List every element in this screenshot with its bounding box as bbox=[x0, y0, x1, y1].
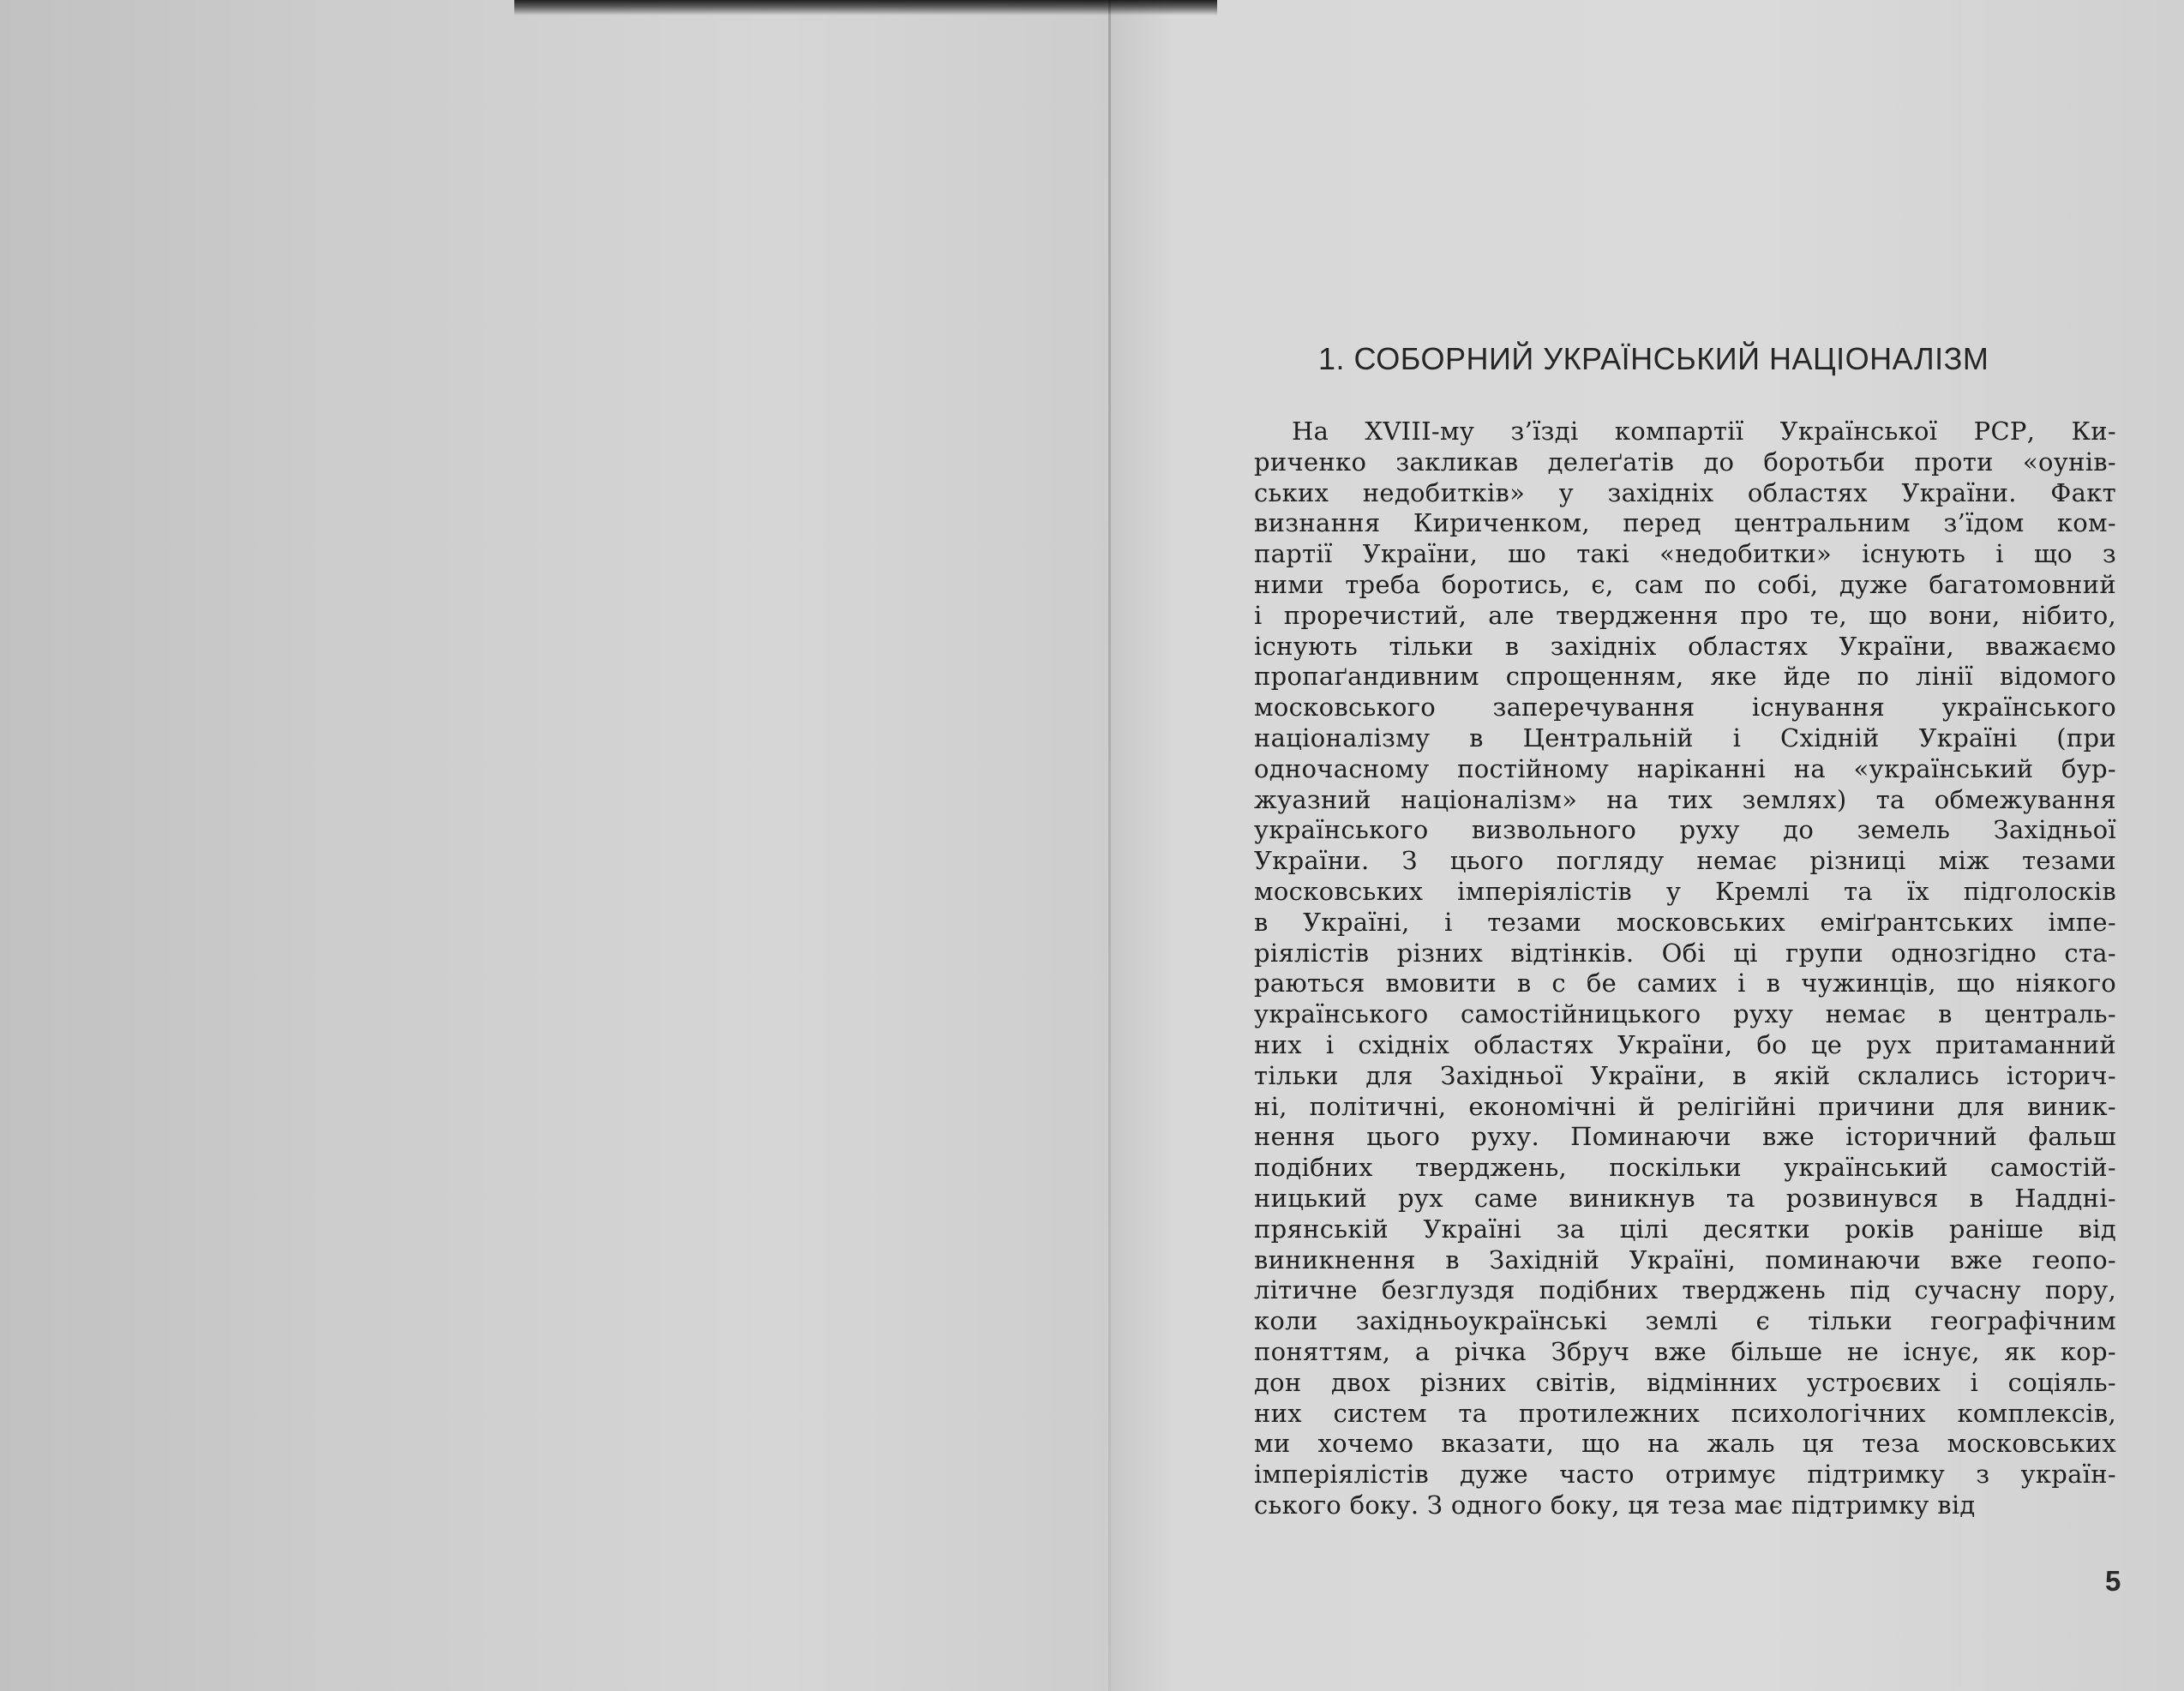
text-line: одночасному постійному наріканні на «український бур- bbox=[1254, 753, 2116, 783]
text-line: раються вмовити в с бе самих і в чужинців, що ніякого bbox=[1254, 968, 2116, 998]
page-number: 5 bbox=[2105, 1565, 2121, 1597]
text-line: ських недобитків» у західніх областях України. Факт bbox=[1254, 477, 2116, 507]
text-line: дон двох різних світів, відмінних устроєвих і соціяль- bbox=[1254, 1367, 2116, 1397]
text-line: московського заперечування існування українського bbox=[1254, 693, 2116, 723]
scan-edge-shadow bbox=[514, 0, 1217, 15]
text-line: ними треба боротись, є, сам по собі, дуже багатомовний bbox=[1254, 569, 2116, 599]
text-line: імперіялістів дуже часто отримує підтримку з україн- bbox=[1254, 1460, 2116, 1490]
text-line: прянській Україні за цілі десятки років раніше від bbox=[1254, 1214, 2116, 1244]
text-line: літичне безглуздя подібних тверджень під сучасну пору, bbox=[1254, 1275, 2116, 1305]
text-line: в Україні, і тезами московських еміґрантських імпе- bbox=[1254, 907, 2116, 937]
text-line: них і східніх областях України, бо це рух притаманний bbox=[1254, 1029, 2116, 1059]
book-gutter bbox=[1108, 0, 1111, 1691]
text-line: жуазний націоналізм» на тих землях) та обмежування bbox=[1254, 784, 2116, 814]
text-line: ми хочемо вказати, що на жаль ця теза московських bbox=[1254, 1429, 2116, 1459]
text-line: подібних тверджень, поскільки український самостій- bbox=[1254, 1153, 2116, 1183]
text-line: нення цього руху. Поминаючи вже історичний фальш bbox=[1254, 1122, 2116, 1152]
body-paragraph bbox=[1254, 417, 2116, 1521]
text-line: поняттям, а річка Збруч вже більше не існує, як кор- bbox=[1254, 1336, 2116, 1366]
text-line: них систем та протилежних психологічних комплексів, bbox=[1254, 1398, 2116, 1428]
text-line: українського визвольного руху до земель Західньої bbox=[1254, 815, 2116, 845]
chapter-title: 1. СОБОРНИЙ УКРАЇНСЬКИЙ НАЦІОНАЛІЗМ bbox=[1318, 341, 1989, 376]
text-line: ського боку. З одного боку, ця теза має підтримку від bbox=[1254, 1490, 1976, 1520]
text-line: існують тільки в західніх областях України, вважаємо bbox=[1254, 631, 2116, 661]
text-line: ницький рух саме виникнув та розвинувся в Наддні- bbox=[1254, 1183, 2116, 1213]
text-line: націоналізму в Центральній і Східній Україні (при bbox=[1254, 723, 2116, 753]
text-line: визнання Кириченком, перед центральним з’їдом ком- bbox=[1254, 508, 2116, 538]
text-line: виникнення в Західній Україні, поминаючи вже геопо- bbox=[1254, 1244, 2116, 1274]
text-line: України. З цього погляду немає різниці між тезами bbox=[1254, 846, 2116, 876]
text-line: і проречистий, але твердження про те, що вони, нібито, bbox=[1254, 600, 2116, 630]
text-line: ні, політичні, економічні й релігійні причини для виник- bbox=[1254, 1091, 2116, 1121]
text-line: На XVIII-му з’їзді компартії Української РСР, Ки- bbox=[1292, 417, 2116, 446]
text-line: українського самостійницького руху немає в централь- bbox=[1254, 999, 2116, 1029]
text-line: партії України, шо такі «недобитки» існують і що з bbox=[1254, 539, 2116, 569]
text-line: коли західньоукраїнські землі є тільки географічним bbox=[1254, 1306, 2116, 1336]
text-line: пропаґандивним спрощенням, яке йде по лінії відомого bbox=[1254, 662, 2116, 692]
text-line: тільки для Західньої України, в якій склались історич- bbox=[1254, 1060, 2116, 1090]
text-line: московських імперіялістів у Кремлі та їх підголосків bbox=[1254, 876, 2116, 906]
text-line: ріялістів різних відтінків. Обі ці групи однозгідно ста- bbox=[1254, 938, 2116, 968]
text-line: риченко закликав делеґатів до боротьби проти «оунів- bbox=[1254, 447, 2116, 477]
